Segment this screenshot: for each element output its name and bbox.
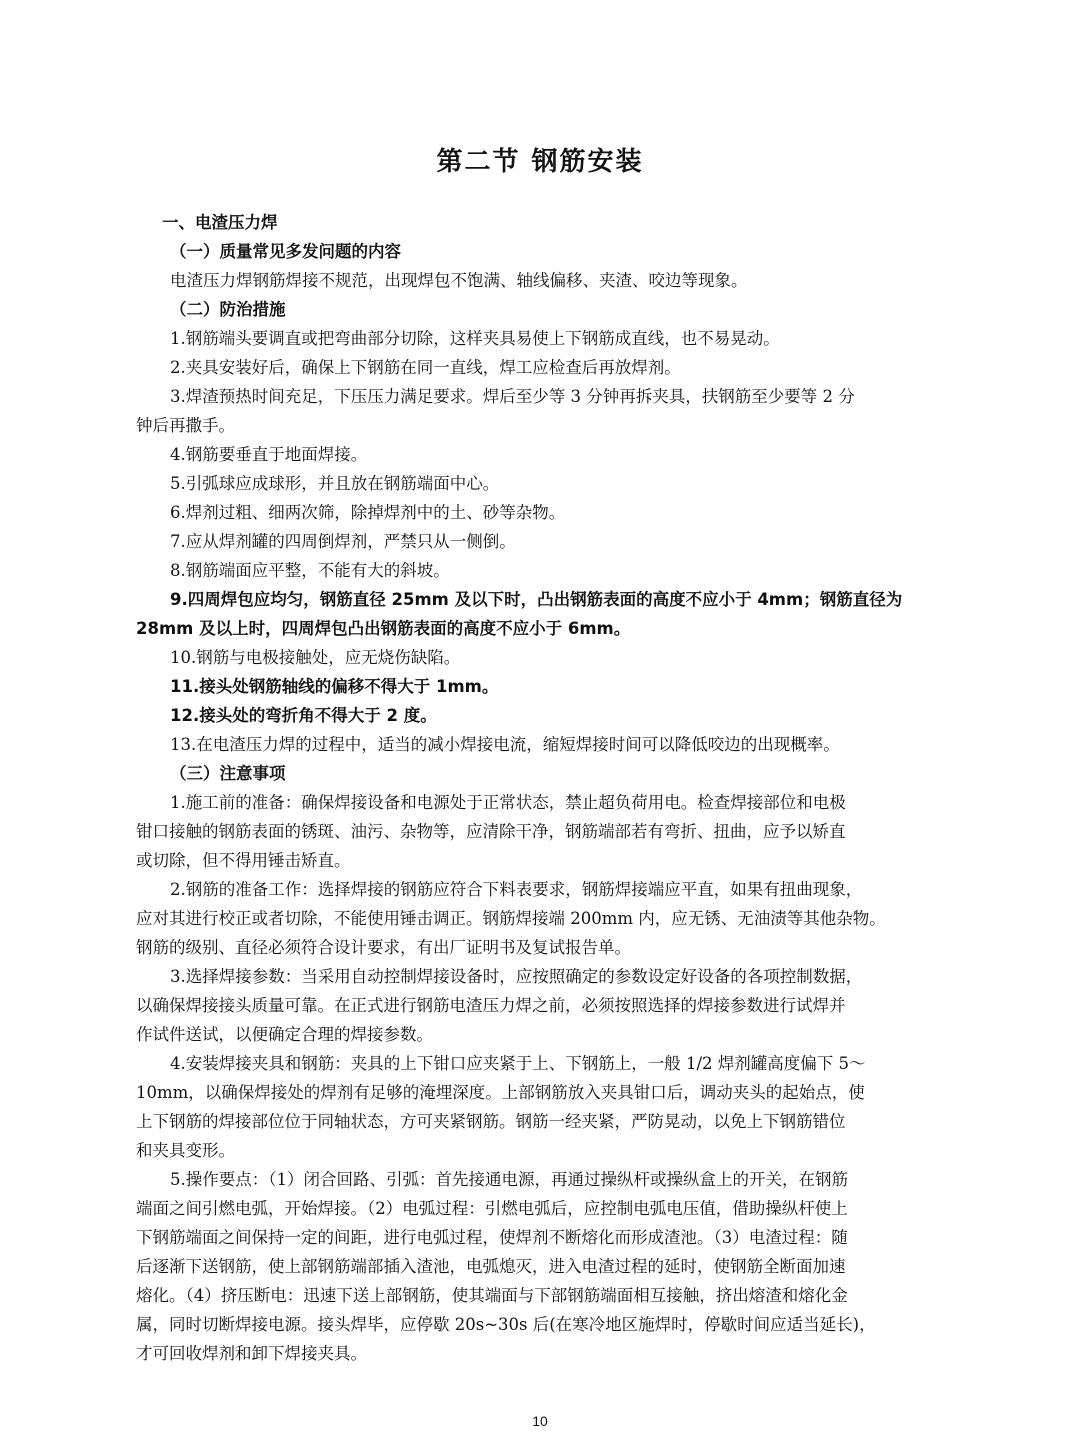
line-text: 和夹具变形。 [136, 1141, 235, 1160]
line-text: 4.安装焊接夹具和钢筋：夹具的上下钳口应夹紧于上、下钢筋上，一般 1/2 焊剂罐高度偏下 5～ [170, 1054, 866, 1073]
text-line [136, 498, 951, 527]
text-line [136, 1252, 951, 1281]
line-text: 钳口接触的钢筋表面的锈斑、油污、杂物等，应清除干净，钢筋端部若有弯折、扭曲，应予以矫直 [136, 822, 846, 841]
line-text: 下钢筋端面之间保持一定的间距，进行电弧过程，使焊剂不断熔化而形成渣池。（3）电渣过程：随 [136, 1228, 848, 1247]
text-line [136, 933, 951, 962]
text-line [136, 991, 951, 1020]
line-text: 12.接头处的弯折角不得大于 2 度。 [170, 706, 437, 725]
line-text: 钢筋的级别、直径必须符合设计要求，有出厂证明书及复试报告单。 [136, 938, 631, 957]
line-text: 5.操作要点：（1）闭合回路、引弧：首先接通电源，再通过操纵杆或操纵盒上的开关，在钢筋 [170, 1170, 848, 1189]
line-text: 后逐渐下送钢筋，使上部钢筋端部插入渣池，电弧熄灭，进入电渣过程的延时，使钢筋全断面加速 [136, 1257, 846, 1276]
text-line [136, 266, 951, 295]
line-text: 1.钢筋端头要调直或把弯曲部分切除，这样夹具易使上下钢筋成直线，也不易晃动。 [170, 329, 780, 348]
line-text: 端面之间引燃电弧，开始焊接。（2）电弧过程：引燃电弧后，应控制电弧电压值，借助操纵杆使上 [136, 1199, 848, 1218]
text-line [136, 469, 951, 498]
line-text: （二）防治措施 [170, 300, 286, 319]
line-text: 属，同时切断焊接电源。接头焊毕，应停歇 20s~30s 后(在寒冷地区施焊时，停歇时间应适当延长)， [136, 1315, 876, 1334]
text-line [136, 440, 951, 469]
line-text: 2.夹具安装好后，确保上下钢筋在同一直线，焊工应检查后再放焊剂。 [170, 358, 681, 377]
text-line [136, 237, 951, 266]
line-text: 电渣压力焊钢筋焊接不规范，出现焊包不饱满、轴线偏移、夹渣、咬边等现象。 [170, 271, 748, 290]
text-line [136, 1136, 951, 1165]
line-text: 10mm，以确保焊接处的焊剂有足够的淹埋深度。上部钢筋放入夹具钳口后，调动夹头的起始点，使 [136, 1083, 865, 1102]
text-line [136, 672, 951, 701]
text-line [136, 759, 951, 788]
line-text: 或切除，但不得用锤击矫直。 [136, 851, 351, 870]
line-text: 作试件送试，以便确定合理的焊接参数。 [136, 1025, 433, 1044]
line-text: 3.焊渣预热时间充足，下压压力满足要求。焊后至少等 3 分钟再拆夹具，扶钢筋至少要等 2 分 [170, 387, 855, 406]
text-line [136, 556, 951, 585]
line-text: 6.焊剂过粗、细两次筛，除掉焊剂中的土、砂等杂物。 [170, 503, 566, 522]
line-text: 11.接头处钢筋轴线的偏移不得大于 1mm。 [170, 677, 499, 696]
text-line [136, 1020, 951, 1049]
text-line [136, 1049, 951, 1078]
line-text: 2.钢筋的准备工作：选择焊接的钢筋应符合下料表要求，钢筋焊接端应平直，如果有扭曲现象， [170, 880, 863, 899]
line-text: 熔化。（4）挤压断电：迅速下送上部钢筋，使其端面与下部钢筋端面相互接触，挤出熔渣和熔化金 [136, 1286, 848, 1305]
text-line [136, 1339, 951, 1368]
line-text: 才可回收焊剂和卸下焊接夹具。 [136, 1344, 367, 1363]
line-text: 3.选择焊接参数：当采用自动控制焊接设备时，应按照确定的参数设定好设备的各项控制数据， [170, 967, 863, 986]
text-line [136, 643, 951, 672]
text-line [136, 962, 951, 991]
text-line [136, 788, 951, 817]
text-line [136, 1310, 951, 1339]
page-title: 第二节 钢筋安装 [436, 147, 644, 177]
text-line [136, 208, 951, 237]
line-text: 13.在电渣压力焊的过程中，适当的减小焊接电流，缩短焊接时间可以降低咬边的出现概率。 [170, 735, 840, 754]
text-line [136, 527, 951, 556]
text-line [136, 1194, 951, 1223]
text-line [136, 701, 951, 730]
text-line [136, 846, 951, 875]
text-line [136, 324, 951, 353]
line-text: 28mm 及以上时，四周焊包凸出钢筋表面的高度不应小于 6mm。 [136, 619, 631, 638]
line-text: 4.钢筋要垂直于地面焊接。 [170, 445, 368, 464]
line-text: 以确保焊接接头质量可靠。在正式进行钢筋电渣压力焊之前，必须按照选择的焊接参数进行试焊并 [136, 996, 846, 1015]
text-line [136, 382, 951, 411]
text-line [136, 730, 951, 759]
text-line [136, 1107, 951, 1136]
line-text: （一）质量常见多发问题的内容 [170, 242, 401, 261]
line-text: 1.施工前的准备：确保焊接设备和电源处于正常状态，禁止超负荷用电。检查焊接部位和电极 [170, 793, 846, 812]
line-text: （三）注意事项 [170, 764, 286, 783]
line-text: 9.四周焊包应均匀，钢筋直径 25mm 及以下时，凸出钢筋表面的高度不应小于 4mm；钢筋直径为 [170, 590, 903, 609]
text-line [136, 817, 951, 846]
document-body [136, 208, 951, 1368]
text-line [136, 904, 951, 933]
page-number: 10 [532, 1413, 548, 1429]
line-text: 一、电渣压力焊 [162, 213, 278, 232]
text-line [136, 585, 951, 614]
line-text: 应对其进行校正或者切除，不能使用锤击调正。钢筋焊接端 200mm 内，应无锈、无油渍等其他杂物。 [136, 909, 886, 928]
text-line [136, 614, 951, 643]
line-text: 8.钢筋端面应平整，不能有大的斜坡。 [170, 561, 450, 580]
text-line [136, 1223, 951, 1252]
text-line [136, 1165, 951, 1194]
text-line [136, 1078, 951, 1107]
text-line [136, 1281, 951, 1310]
text-line [136, 411, 951, 440]
line-text: 7.应从焊剂罐的四周倒焊剂，严禁只从一侧倒。 [170, 532, 516, 551]
text-line [136, 295, 951, 324]
text-line [136, 353, 951, 382]
line-text: 5.引弧球应成球形，并且放在钢筋端面中心。 [170, 474, 500, 493]
text-line [136, 875, 951, 904]
line-text: 10.钢筋与电极接触处，应无烧伤缺陷。 [170, 648, 461, 667]
line-text: 钟后再撒手。 [136, 416, 235, 435]
line-text: 上下钢筋的焊接部位位于同轴状态，方可夹紧钢筋。钢筋一经夹紧，严防晃动，以免上下钢筋错位 [136, 1112, 846, 1131]
